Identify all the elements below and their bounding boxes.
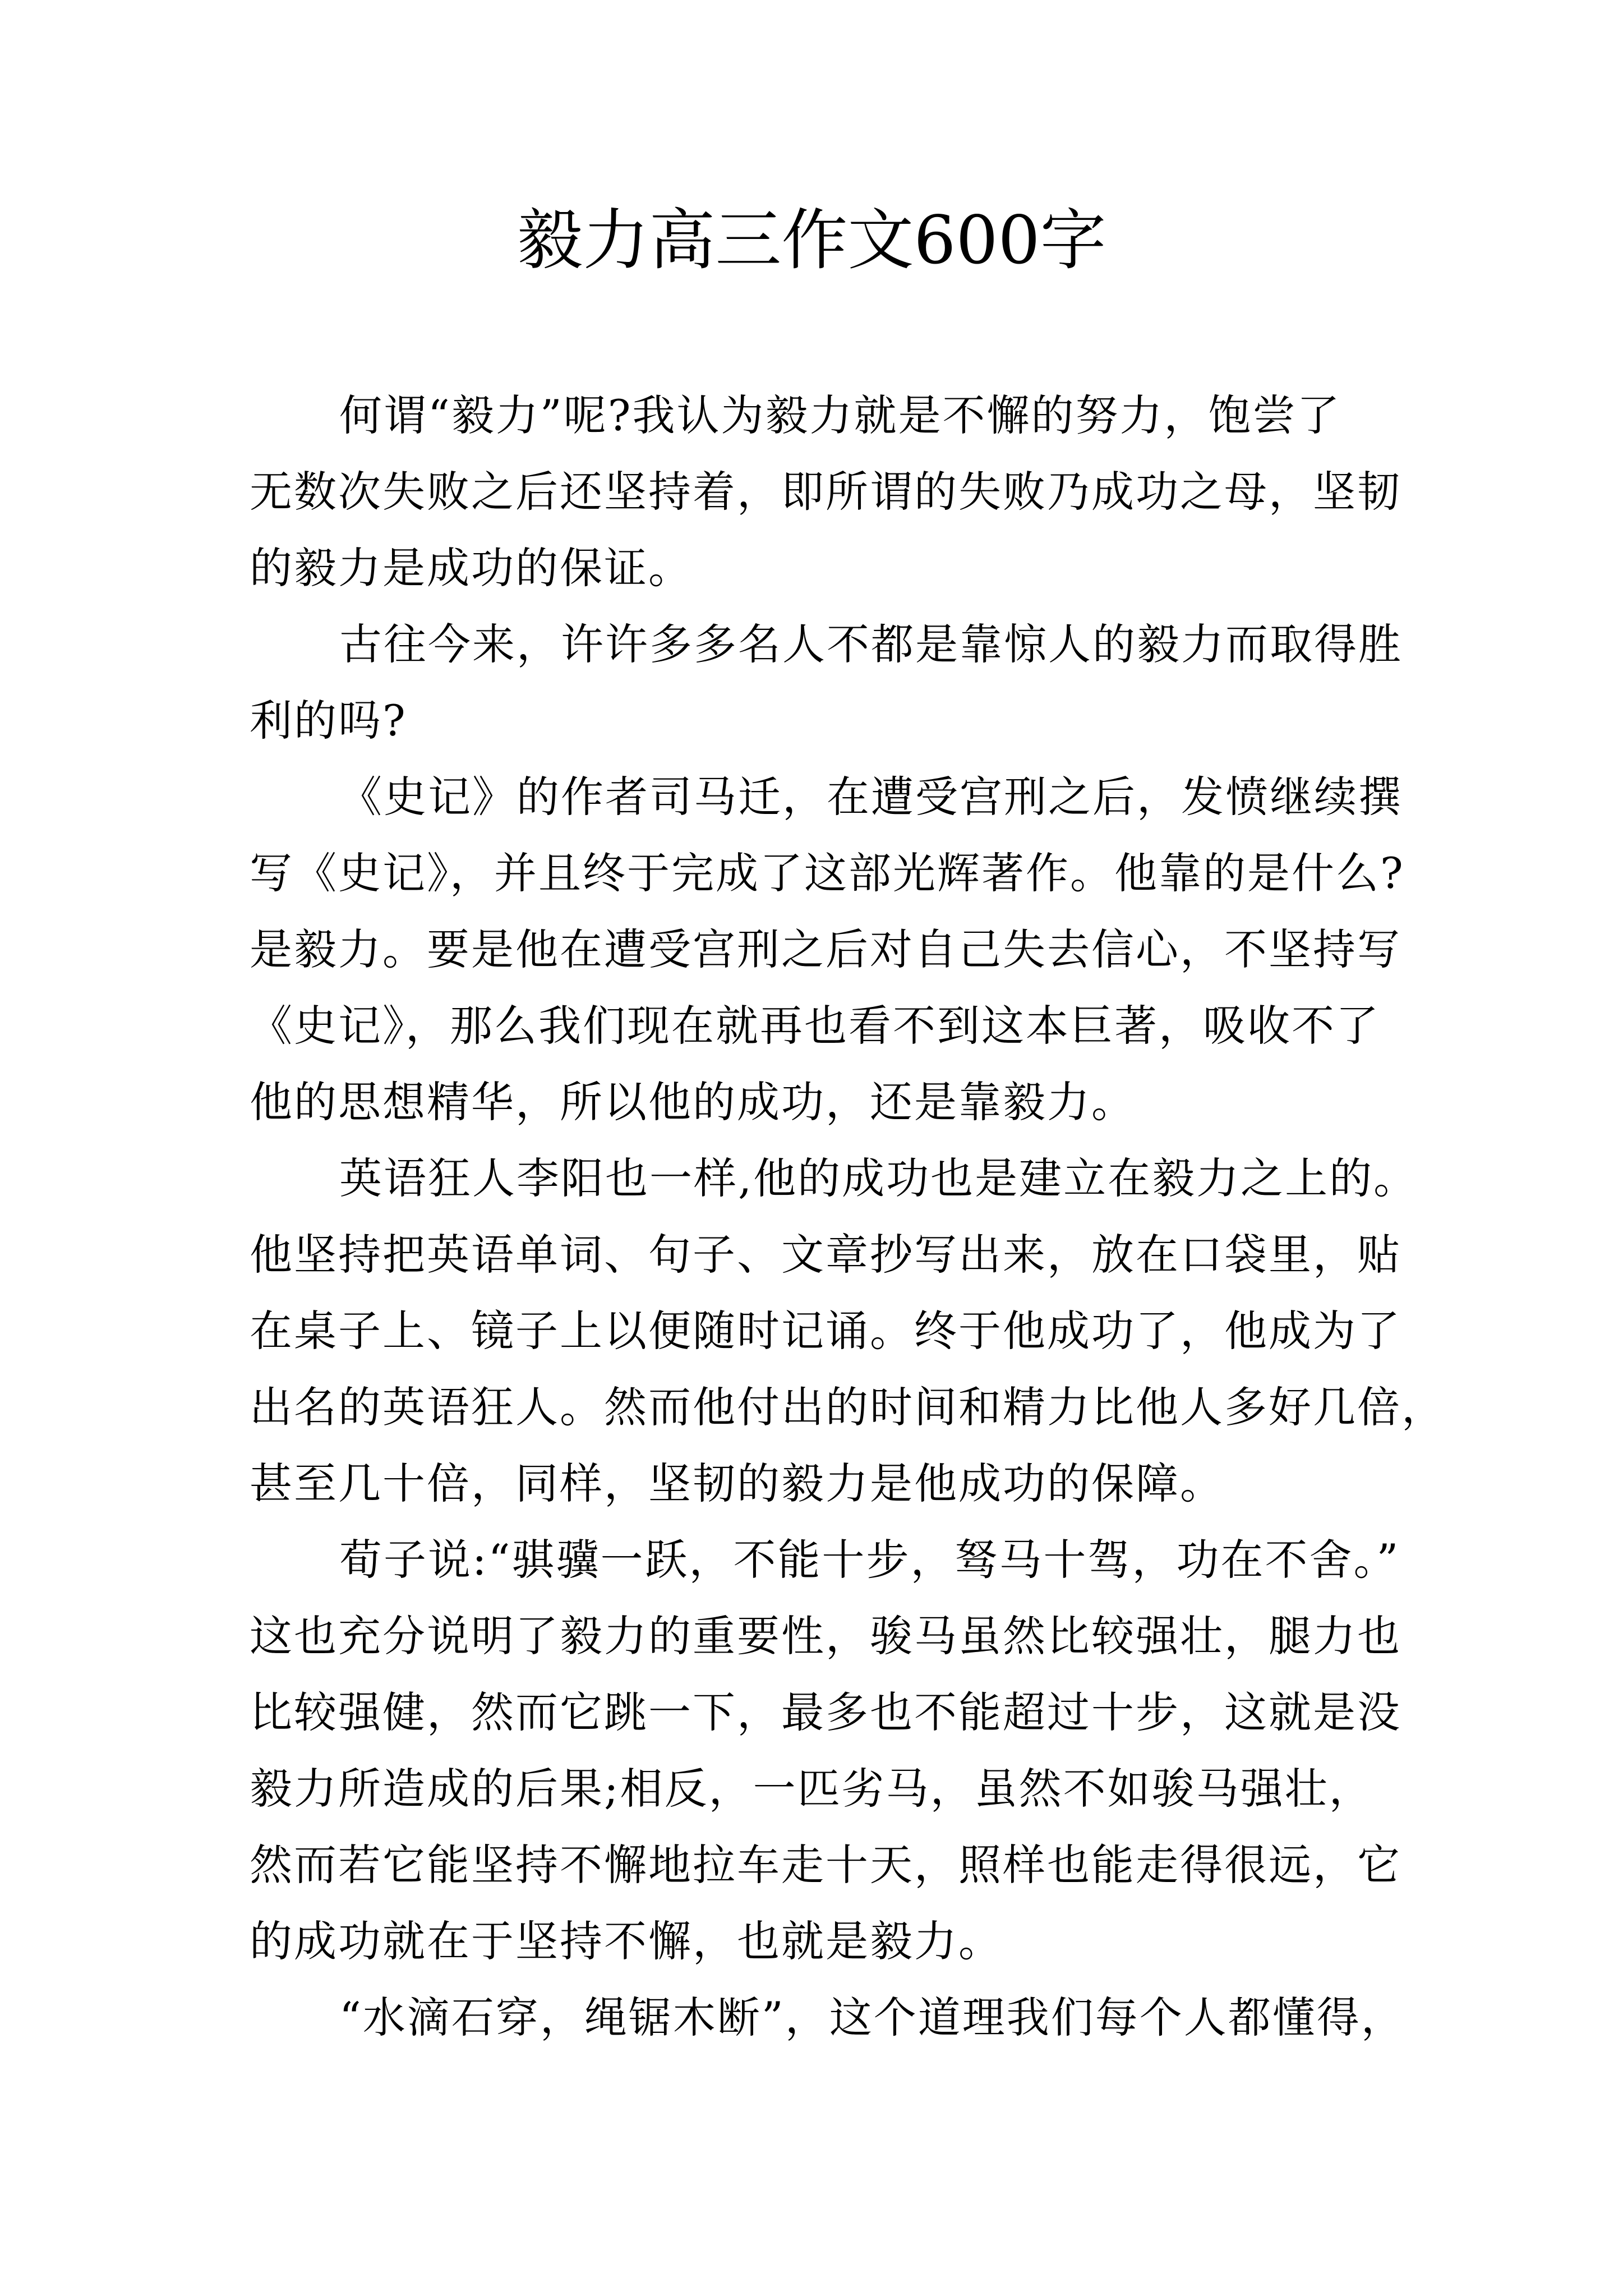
text-line: 他坚持把英语单词、句子、文章抄写出来，放在口袋里，贴 (250, 1230, 1401, 1280)
text-line: 利的吗? (250, 696, 407, 746)
text-line: 比较强健，然而它跳一下，最多也不能超过十步，这就是没 (250, 1687, 1401, 1737)
text-line: 的成功就在于坚持不懈，也就是毅力。 (250, 1916, 1003, 1966)
paragraph (250, 378, 1416, 606)
text-line: 是毅力。要是他在遭受宫刑之后对自己失去信心，不坚持写 (250, 924, 1401, 974)
text-line: 出名的英语狂人。然而他付出的时间和精力比他人多好几倍， (250, 1382, 1446, 1432)
paragraph (250, 1522, 1416, 1980)
document-body (250, 378, 1446, 2056)
text-line: 《史记》，那么我们现在就再也看不到这本巨著，吸收不了 (250, 1001, 1380, 1051)
text-line: 毅力所造成的后果;相反，一匹劣马，虽然不如骏马强壮， (250, 1764, 1373, 1814)
text-line: 在桌子上、镜子上以便随时记诵。终于他成功了，他成为了 (250, 1306, 1401, 1356)
text-line: 然而若它能坚持不懈地拉车走十天，照样也能走得很远，它 (250, 1840, 1401, 1890)
document-title: 毅力高三作文600字 (517, 201, 1106, 279)
paragraph (250, 759, 1416, 1140)
text-line: 这也充分说明了毅力的重要性，骏马虽然比较强壮，腿力也 (250, 1611, 1401, 1661)
text-line: 何谓“毅力”呢?我认为毅力就是不懈的努力，饱尝了 (339, 390, 1341, 440)
text-line: “水滴石穿，绳锯木断”，这个道理我们每个人都懂得， (339, 1993, 1405, 2042)
text-line: 他的思想精华，所以他的成功，还是靠毅力。 (250, 1077, 1136, 1127)
text-line: 写《史记》，并且终于完成了这部光辉著作。他靠的是什么? (250, 848, 1405, 898)
paragraph (250, 1140, 1446, 1522)
text-line: 荀子说:“骐骥一跃，不能十步，驽马十驾，功在不舍。” (339, 1535, 1400, 1585)
text-line: 古往今来，许许多多名人不都是靠惊人的毅力而取得胜 (339, 619, 1403, 669)
paragraph (250, 1980, 1416, 2056)
text-line: 的毅力是成功的保证。 (250, 543, 693, 593)
text-line: 《史记》的作者司马迁，在遭受宫刑之后，发愤继续撰 (339, 772, 1403, 822)
text-line: 甚至几十倍，同样，坚韧的毅力是他成功的保障。 (250, 1458, 1224, 1508)
text-line: 无数次失败之后还坚持着，即所谓的失败乃成功之母，坚韧 (250, 467, 1401, 517)
paragraph (250, 606, 1416, 759)
text-line: 英语狂人李阳也一样,他的成功也是建立在毅力之上的。 (339, 1153, 1418, 1203)
